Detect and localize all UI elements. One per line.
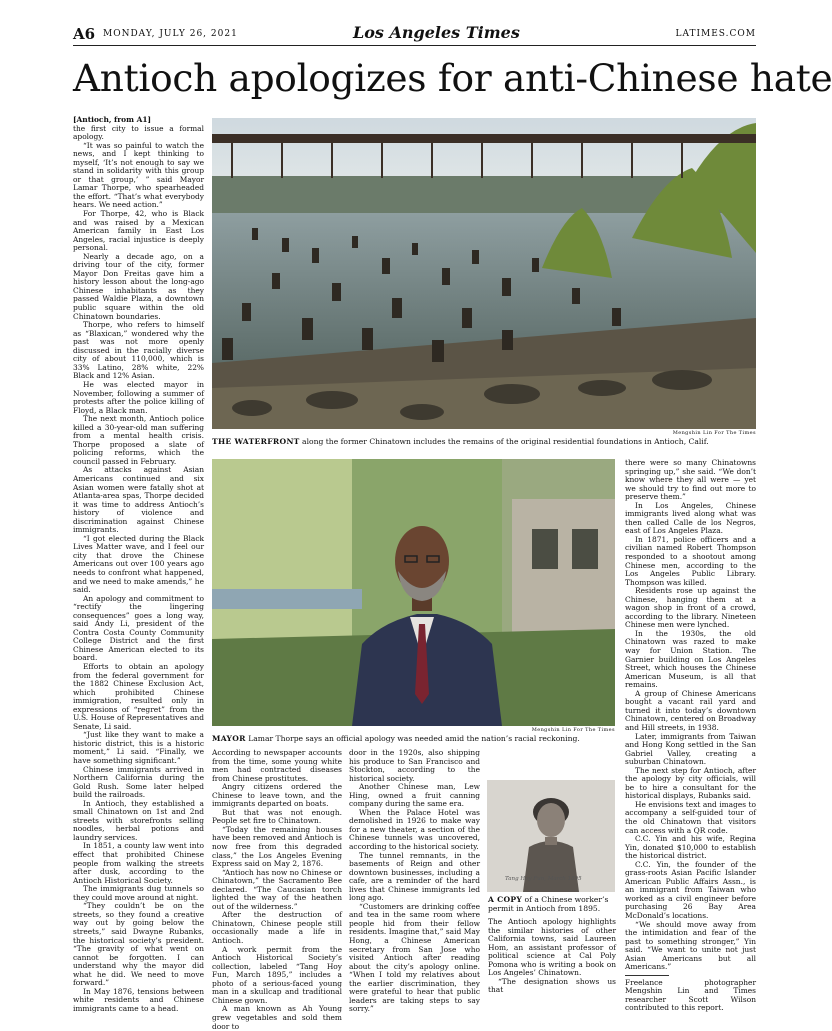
paragraph: C.C. Yin and his wife, Regina Yin, donated $10,000 to establish the historical district. [625, 834, 756, 861]
paragraph: “Customers are drinking coffee and tea in the same room where people hid from their fellow residents. Imagine that,” said May Hong, a Chinese American secretary from San Jose who visited Antioch after reading about the city’s apology online. “When I told my relatives about the earlier discrimination, they were grateful to hear that public leaders are taking steps to say sorry.” [349, 901, 480, 1014]
permit-caption-text: of a Chinese worker’s permit in Antioch from 1895. [488, 895, 609, 913]
paragraph: Residents rose up against the Chinese, hanging them at a wagon shop in front of a crowd, according to the library. Nineteen Chinese men were lynched. [625, 586, 756, 630]
article-column-5 [625, 459, 756, 1024]
page-header [73, 25, 756, 46]
waterfront-photo [212, 118, 756, 429]
mayor-credit: Mengshin Lin For The Times [531, 727, 615, 733]
issue-date: MONDAY, JULY 26, 2021 [103, 29, 238, 39]
paragraph: Efforts to obtain an apology from the federal government for the 1882 Chinese Exclusion Act, which prohibited Chinese immigration, resulted only in expressions of “regret” from the U.S. House of Representatives and Senate, Li said. [73, 662, 204, 731]
paragraph: He envisions text and images to accompany a self-guided tour of the old Chinatown that visitors can access with a QR code. [625, 799, 756, 835]
waterfront-image [212, 118, 756, 429]
paragraph: “They couldn’t be on the streets, so they found a creative way out by going below the streets,” said Dwayne Rubanks, the historical society’s president. “The gravity of what went on cannot be forgotten. I can understand why the mayor did what he did. We need to move forward.” [73, 901, 204, 988]
paragraph: The Antioch apology highlights the similar histories of other California towns, said Laureen Hom, an assistant professor of political science at Cal Poly Pomona who is writing a book on Los Angeles’ Chinatown. [488, 917, 616, 978]
col1-body [73, 125, 204, 1014]
paragraph: In May 1876, tensions between white residents and Chinese immigrants came to a head. [73, 986, 204, 1013]
paragraph: When the Palace Hotel was demolished in 1926 to make way for a new theater, a section of the Chinese tunnels was uncovered, according to the historical society. [349, 807, 480, 852]
paragraph: After the destruction of Chinatown, Chinese people still occasionally made a life in Antioch. [212, 910, 342, 946]
mayor-caption-lead: MAYOR [212, 734, 246, 743]
paragraph: A man known as Ah Young grew vegetables and sold them door to [212, 1004, 342, 1031]
paragraph: Chinese immigrants arrived in Northern California during the Gold Rush. Some later helped build the railroads. [73, 764, 204, 800]
paragraph: For Thorpe, 42, who is Black and was raised by a Mexican American family in East Los Angeles, racial injustice is deeply personal. [73, 209, 204, 253]
paragraph: The tunnel remnants, in the basements of Reign and other downtown businesses, including a cafe, are a reminder of the hard lives that Chinese immigrants led long ago. [349, 850, 480, 903]
paragraph: An apology and commitment to “rectify the lingering consequences” goes a long way, said Andy Li, president of the Contra Costa County Community College District and the first Chinese American elected to its board. [73, 593, 204, 663]
paragraph: C.C. Yin, the founder of the grass-roots Asian Pacific Islander American Public Affairs Assn., is an immigrant from Taiwan who worked as a civil engineer before purchasing 26 Bay Area McDonald’s locations. [625, 859, 756, 920]
mayor-image [212, 459, 615, 726]
permit-photo [487, 780, 615, 892]
paragraph: In 1851, a county law went into effect that prohibited Chinese people from walking the streets after dusk, according to the Antioch Historical Society. [73, 841, 204, 885]
paragraph: According to newspaper accounts from the time, some young white men had contracted diseases from Chinese prostitutes. [212, 748, 342, 783]
mayor-caption [212, 734, 615, 743]
paragraph: “Just like they want to make a historic district, this is a historic moment,” Li said. “Finally, we have something significant.” [73, 730, 204, 766]
paragraph: “I got elected during the Black Lives Matter wave, and I feel our city that drove the Chinese Americans out over 100 years ago needs to confront what happened, and we need to make amends,” he said. [73, 533, 204, 595]
tagline: Freelance photographer Mengshin Lin and Times researcher Scott Wilson contributed to this report. [625, 977, 756, 1013]
paragraph: In Los Angeles, Chinese immigrants lived along what was then called Calle de los Negros, east of Los Angeles Plaza. [625, 500, 756, 536]
paragraph: In Antioch, they established a small Chinatown on 1st and 2nd streets with storefronts selling noodles, herbal potions and laundry services. [73, 798, 204, 842]
permit-caption [488, 895, 616, 913]
article-column-2 [212, 748, 342, 1031]
mayor-caption-text: Lamar Thorpe says an official apology was needed amid the nation’s racial reckoning. [245, 734, 580, 743]
waterfront-credit: Mengshin Lin For The Times [672, 430, 756, 436]
paragraph: A group of Chinese Americans bought a vacant rail yard and turned it into today’s downtown Chinatown, centered on Broadway and Hill streets, in 1938. [625, 688, 756, 732]
permit-inscription: Tang Hoy Fun, March 1895 [505, 876, 582, 882]
masthead: Los Angeles Times [353, 23, 520, 42]
permit-caption-lead: A COPY [488, 895, 523, 904]
waterfront-caption-text: along the former Chinatown includes the remains of the original residential foundations in Antioch, Calif. [299, 437, 709, 446]
paragraph: A work permit from the Antioch Historical Society’s collection, labeled “Tang Hoy Fun, March 1895,” includes a photo of a serious-faced young man in a skullcap and traditional Chinese gown. [212, 944, 342, 1005]
waterfront-caption [212, 437, 756, 446]
paragraph: The immigrants dug tunnels so they could move around at night. [73, 884, 204, 902]
paragraph: The next step for Antioch, after the apology by city officials, will be to hire a consultant for the historical displays, Rubanks said. [625, 765, 756, 801]
article-column-1 [73, 116, 204, 1022]
divider [625, 975, 669, 976]
article-column-4 [488, 918, 616, 1024]
paragraph: “Antioch has now no Chinese or Chinatown,” the Sacramento Bee declared. “The Caucasian torch lighted the way of the heathen out of the wilderness.” [212, 867, 342, 911]
paragraph: Thorpe, who refers to himself as “Blaxican,” wondered why the past was not more openly discussed in the racially diverse city of about 110,000, which is 33% Latino, 28% white, 22% Black and 12% Asian. [73, 320, 204, 381]
paragraph: In the 1930s, the old Chinatown was razed to make way for Union Station. The Garnier building on Los Angeles Street, which houses the Chinese American Museum, is all that remains. [625, 628, 756, 690]
col5-body [625, 459, 756, 972]
headline: Antioch apologizes for anti-Chinese hate [73, 56, 832, 100]
article-column-3 [349, 749, 480, 1024]
mayor-photo [212, 459, 615, 726]
page-number: A6 [73, 25, 96, 43]
paragraph: Later, immigrants from Taiwan and Hong Kong settled in the San Gabriel Valley, creating a suburban Chinatown. [625, 731, 756, 767]
paragraph: But that was not enough. People set fire to Chinatown. [212, 807, 342, 826]
paragraph: Another Chinese man, Lew Hing, owned a fruit canning company during the same era. [349, 782, 480, 809]
paragraph: there were so many Chinatowns springing up,” she said. “We don’t know where they all were — yet we should try to find out more to preserve them.” [625, 458, 756, 502]
site-url[interactable]: LATIMES.COM [675, 29, 756, 39]
paragraph: “Today the remaining houses have been removed and Antioch is now free from this degraded class,” the Los Angeles Evening Express said on May 2, 1876. [212, 824, 342, 869]
paragraph: In 1871, police officers and a civilian named Robert Thompson responded to a shootout among Chinese men, according to the Los Angeles Public Library. Thompson was killed. [625, 534, 756, 587]
paragraph: “The designation shows us that [488, 976, 616, 995]
paragraph: “We should move away from the intimidation and fear of the past to something stronger,” Yin said. “We want to unite not just Asian Americans but all Americans.” [625, 919, 756, 972]
paragraph: the first city to issue a formal apology. [73, 123, 204, 142]
jump-label: [Antioch, from A1] [73, 115, 152, 124]
waterfront-caption-lead: THE WATERFRONT [212, 437, 300, 446]
paragraph: As attacks against Asian Americans continued and six Asian women were fatally shot at Atlanta-area spas, Thorpe decided it was time to address Antioch’s history of violence and discrimination against Chinese immigrants. [73, 465, 204, 535]
paragraph: The next month, Antioch police killed a 30-year-old man suffering from a mental health crisis. Thorpe proposed a slate of policing reforms, which the council passed in February. [73, 414, 204, 466]
paragraph: Nearly a decade ago, on a driving tour of the city, former Mayor Don Freitas gave him a history lesson about the long-ago Chinese inhabitants as they passed Waldie Plaza, a downtown public square within the old Chinatown boundaries. [73, 251, 204, 321]
paragraph: “It was so painful to watch the news, and I kept thinking to myself, ‘It’s not enough to say we stand in solidarity with this group or that group,’ ” said Mayor Lamar Thorpe, who spearheaded the effort. “That’s what everybody hears. We need action.” [73, 140, 204, 210]
paragraph: Angry citizens ordered the Chinese to leave town, and the immigrants departed on boats. [212, 782, 342, 809]
paragraph: He was elected mayor in November, following a summer of protests after the police killing of Floyd, a Black man. [73, 379, 204, 415]
paragraph: door in the 1920s, also shipping his produce to San Francisco and Stockton, according to the historical society. [349, 748, 480, 783]
